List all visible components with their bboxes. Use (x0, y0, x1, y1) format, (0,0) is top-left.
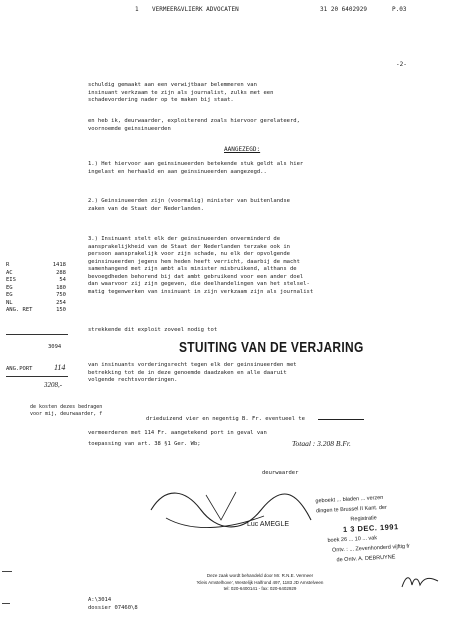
ledger-divider (6, 334, 68, 335)
intro-line-2: insinuant verkzaam te zijn als journalist, zulks met een (88, 89, 274, 96)
costs-line-3: toepassing van art. 38 §1 Ger. Wb; (88, 441, 201, 447)
ang-port-divider (6, 376, 68, 377)
fax-sender: VERMEER&VLIERK ADVOCATEN (152, 6, 239, 13)
fax-number: 31 20 6402929 (320, 6, 367, 13)
page-number: -2- (396, 61, 407, 68)
item-1 (88, 161, 303, 176)
costs-label-line-1: de kosten dezes bedragen (30, 404, 103, 410)
item-3-line-5: samenhangend met zijn ambt als minister misbruikend, althans de (88, 266, 297, 272)
doc-ref-line-1: A:\3014 (88, 597, 112, 603)
stuiting-paragraph (88, 362, 297, 385)
footer-line-3: tel: 020-6400141 - fax: 020-6402929 (223, 586, 297, 591)
ledger-row: AC 288 (6, 269, 66, 276)
stamp-line-3: Registratie (350, 515, 377, 523)
item-1-line-2: ingelast en herhaald en aan geinsinueerden aangezegd.. (88, 168, 267, 175)
receiver-signature (400, 573, 440, 593)
ang-port-total: 3208,- (44, 381, 63, 389)
footer-line-2: 'Kleis Amstelhove', Westelijk Halfrond 497, 1183 JD Amstelveen (196, 579, 324, 585)
stuiting-line-1: van insinuants vorderingsrecht tegen elk der geinsinueerden met (88, 362, 297, 368)
margin-mark (2, 603, 10, 604)
item-2-line-2: zaken van de Staat der Nederlanden. (88, 205, 204, 212)
item-2-line-1: 2.) Geinsinueerden zijn (voormalig) minister van buitenlandse (88, 198, 290, 204)
stamp-date: 1 3 DEC. 1991 (342, 522, 399, 535)
fax-page: P.03 (392, 6, 407, 13)
costs-handwritten-total: Totaal : 3.208 B.Fr. (292, 439, 351, 448)
stuiting-line-2: betrekking tot de in deze genoemde daadzaken en alle daaruit (88, 369, 287, 376)
bailiff-paragraph (88, 118, 300, 133)
item-2 (88, 198, 290, 213)
stamp-line-2: dingen te Brussel II Kant. der (315, 504, 388, 515)
signature-name: Luc AMEGLE (247, 521, 290, 528)
strike-eventueel (318, 419, 364, 420)
item-1-line-1: 1.) Het hiervoor aan geinsinueerden betekende stuk geldt als hier (88, 161, 304, 167)
ledger-row: EG 750 (6, 292, 66, 298)
ledger-row: EG 180 (6, 284, 66, 291)
deurwaarder-label: deurwaarder (262, 470, 299, 476)
ang-port-label: ANG.PORT (6, 366, 33, 372)
ang-port-value: 114 (54, 363, 66, 372)
item-3-line-2: aansprakelijkheid van de Staat der Nederlanden terzake ook in (88, 243, 290, 250)
intro-line-3: schadevordering nader op te maken bij staat. (88, 97, 234, 103)
ledger-total: 3094 (48, 344, 62, 350)
costs-line-2: vermeerderen met 114 Fr. aangetekend port in geval van (88, 430, 267, 436)
footer-line-1: Deze zaak wordt behandeld door Mr. R.N.E. Vermeer (206, 573, 314, 578)
costs-line-1: drieduizend vier en negentig B. Fr. eventueel te (146, 416, 305, 422)
item-3-line-3: persoon aansprakelijk voor zijn schade, nu elk der opvolgende (88, 251, 290, 257)
registration-stamp (315, 492, 410, 567)
item-3-line-1: 3.) Insinuant stelt elk der geinsinueerden onverminderd de (88, 236, 281, 242)
stamp-book: boek 26 ... 10 ... vak (327, 535, 378, 544)
bailiff-line-1: en heb ik, deurwaarder, exploiterend zoals hiervoor gerelateerd, (88, 118, 300, 124)
stamp-line-1: geboekt ... bladen ... verzen (315, 494, 384, 505)
item-3-line-4: geinsinueerden jegens hem heden heeft verricht, daarbij de macht (88, 258, 300, 265)
doc-ref-line-2: dossier 07460\8 (88, 604, 138, 611)
signature-scribble (146, 480, 316, 540)
stamp-received: Ontv. : ... Zevenhonderd vijftig fr (331, 543, 411, 554)
cost-ledger (6, 262, 66, 315)
item-3-line-8: matig tegenwerken van insinuant in zijn verkzaam zijn als journalist (88, 288, 314, 295)
item-3-line-6: bevoegdheden behorend bij dat ambt gebruikend voor een ander doel (88, 273, 304, 280)
margin-mark (2, 571, 12, 572)
item-3 (88, 236, 313, 296)
fax-mark: 1 (135, 6, 139, 13)
stuiting-heading: STUITING VAN DE VERJARING (179, 338, 364, 356)
ledger-row: NL 254 (6, 299, 66, 306)
bailiff-line-2: voornoemde geinsinueerden (88, 125, 171, 132)
ledger-row: R 1418 (6, 262, 66, 268)
intro-paragraph (88, 82, 273, 105)
footer (140, 573, 380, 593)
exploit-line: strekkende dit exploit zoveel nodig tot (88, 327, 218, 333)
document-reference (88, 597, 138, 612)
item-3-line-7: dan waarvoor zij zijn gegeven, die deelhandelingen van het stelsel- (88, 281, 310, 287)
aangezegd-heading: AANGEZEGD: (224, 146, 261, 153)
stamp-receiver: de Ontv. A. DEBRUYNE (336, 554, 396, 564)
costs-label-line-2: voor mij, deurwaarder, f (30, 411, 103, 417)
intro-line-1: schuldig gemaakt aan een verwijtbaar belemmeren van (88, 82, 257, 88)
ledger-row: EIS 54 (6, 277, 66, 283)
ledger-row: ANG. RET 150 (6, 307, 66, 313)
costs-label (30, 404, 102, 418)
stuiting-line-3: volgende rechtsvorderingen. (88, 377, 178, 383)
